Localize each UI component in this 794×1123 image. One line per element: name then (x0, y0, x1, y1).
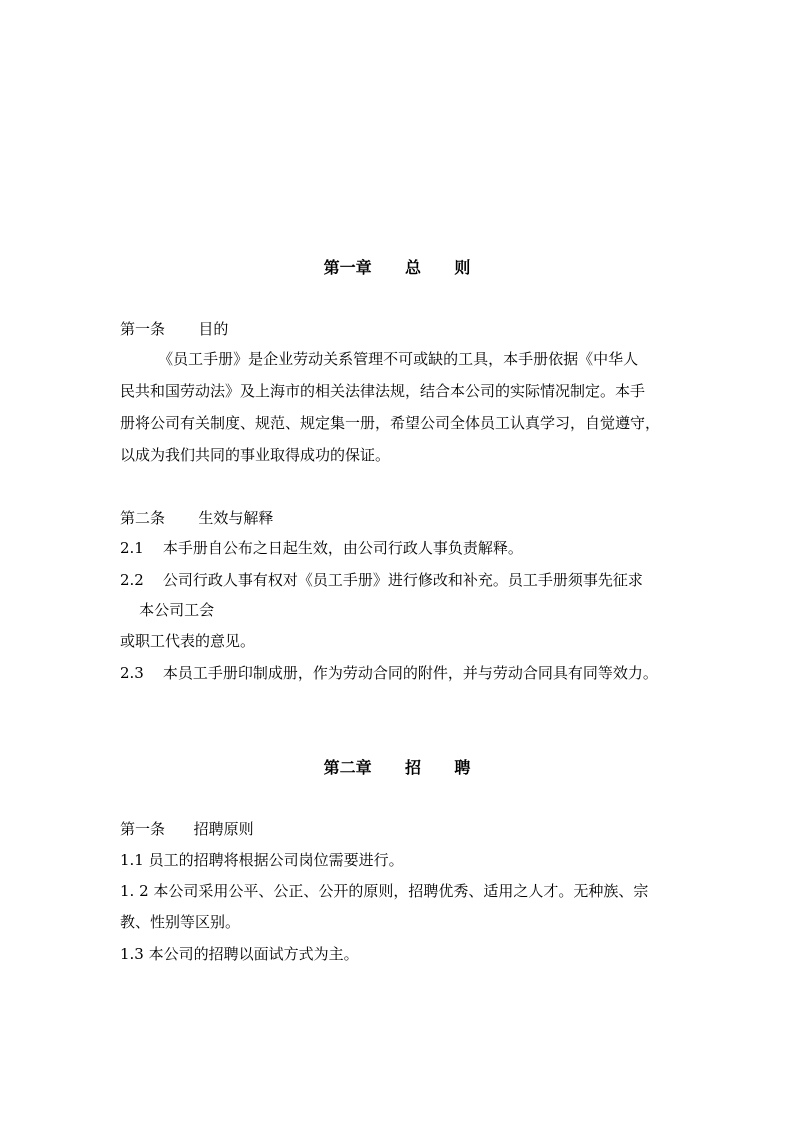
clause-1-1: 1.1 员工的招聘将根据公司岗位需要进行。 (120, 851, 404, 869)
clause-2-2-cont-2: 或职工代表的意见。 (120, 632, 256, 650)
clause-2-3: 2.3 本员工手册印制成册，作为劳动合同的附件，并与劳动合同具有同等效力。 (120, 664, 658, 682)
chapter-2-title: 第二章 招 聘 (323, 758, 471, 777)
chapter-1-title: 第一章 总 则 (323, 258, 471, 277)
clause-1-3: 1.3 本公司的招聘以面试方式为主。 (120, 945, 359, 963)
article-1-heading: 第一条 目的 (120, 320, 229, 338)
recruit-article-1-heading: 第一条 招聘原则 (120, 820, 254, 838)
article-1-line-4: 以成为我们共同的事业取得成功的保证。 (120, 446, 391, 464)
article-2-heading: 第二条 生效与解释 (120, 509, 274, 527)
clause-2-2: 2.2 公司行政人事有权对《员工手册》进行修改和补充。员工手册须事先征求 (120, 571, 643, 589)
article-1-line-2: 民共和国劳动法》及上海市的相关法律法规，结合本公司的实际情况制定。本手 (120, 382, 646, 400)
article-1-line-1: 《员工手册》是企业劳动关系管理不可或缺的工具，本手册依据《中华人 (120, 350, 639, 368)
clause-1-2-cont: 教、性别等区别。 (120, 913, 241, 931)
clause-2-1: 2.1 本手册自公布之日起生效，由公司行政人事负责解释。 (120, 539, 523, 557)
article-1-line-3: 册将公司有关制度、规范、规定集一册，希望公司全体员工认真学习，自觉遵守， (120, 414, 661, 432)
clause-1-2: 1. 2 本公司采用公平、公正、公开的原则，招聘优秀、适用之人才。无种族、宗 (120, 882, 649, 900)
clause-2-2-cont-1: 本公司工会 (120, 601, 215, 619)
